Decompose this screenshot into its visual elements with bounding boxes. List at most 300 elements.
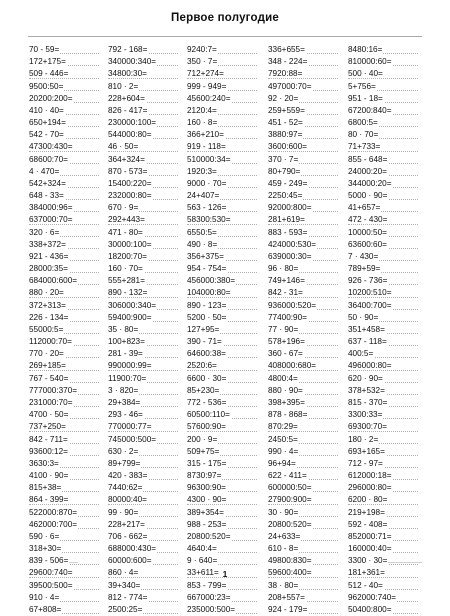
exercise-line xyxy=(108,519,188,531)
exercise-line xyxy=(268,166,348,178)
exercise-line xyxy=(29,360,109,372)
exercise-line xyxy=(348,202,428,214)
exercise-text: 350 · 7= xyxy=(187,57,218,67)
exercise-text: 366+210= xyxy=(187,130,224,140)
exercise-text: 712+274= xyxy=(187,69,224,79)
exercise-line xyxy=(29,56,109,68)
exercise-line xyxy=(29,227,109,239)
exercise-text: 684000:600= xyxy=(29,276,78,286)
exercise-text: 389+354= xyxy=(187,507,224,517)
exercise-line xyxy=(108,482,188,494)
exercise-line xyxy=(187,592,267,604)
exercise-line xyxy=(268,421,348,433)
exercise-text: 622 - 411= xyxy=(268,471,307,481)
exercise-line xyxy=(348,263,428,275)
exercise-line xyxy=(29,458,109,470)
exercise-line xyxy=(187,604,267,616)
exercise-line xyxy=(29,166,109,178)
exercise-text: 789+59= xyxy=(348,264,381,274)
exercise-line xyxy=(187,434,267,446)
exercise-text: 2250:45= xyxy=(268,191,303,201)
exercise-line xyxy=(29,251,109,263)
exercise-text: 281 - 39= xyxy=(108,349,143,359)
exercise-text: 398+395= xyxy=(268,397,305,407)
exercise-line xyxy=(108,202,188,214)
exercise-text: 235000:500= xyxy=(187,604,236,614)
exercise-text: 3630:3= xyxy=(29,458,59,468)
exercise-line xyxy=(268,56,348,68)
exercise-text: 688000:430= xyxy=(108,544,157,554)
exercise-text: 870:29= xyxy=(268,422,298,432)
exercise-line xyxy=(187,360,267,372)
exercise-text: 8730:97= xyxy=(187,471,222,481)
exercise-text: 842 - 711= xyxy=(29,434,68,444)
exercise-text: 637 - 118= xyxy=(348,337,387,347)
exercise-text: 351+458= xyxy=(348,324,385,334)
exercise-line xyxy=(29,275,109,287)
exercise-line xyxy=(29,531,109,543)
exercise-line xyxy=(29,397,109,409)
exercise-line xyxy=(268,178,348,190)
exercise-column-2 xyxy=(108,44,188,616)
exercise-line xyxy=(268,385,348,397)
exercise-text: 208+557= xyxy=(268,592,305,602)
exercise-line xyxy=(29,580,109,592)
exercise-line xyxy=(268,202,348,214)
exercise-text: 370 · 7= xyxy=(268,154,299,164)
exercise-text: 80 · 70= xyxy=(348,130,379,140)
exercise-text: 815 - 370= xyxy=(348,397,388,407)
exercise-text: 160 · 70= xyxy=(108,264,143,274)
exercise-line xyxy=(29,300,109,312)
exercise-line xyxy=(187,105,267,117)
exercise-text: 2520:6= xyxy=(187,361,217,371)
exercise-text: 20200:200= xyxy=(29,93,73,103)
exercise-line xyxy=(268,154,348,166)
exercise-text: 2450:5= xyxy=(268,434,298,444)
exercise-text: 67200:840= xyxy=(348,105,392,115)
exercise-text: 853 - 799= xyxy=(187,580,227,590)
exercise-line xyxy=(29,519,109,531)
exercise-text: 69300:70= xyxy=(348,422,387,432)
exercise-text: 77400:90= xyxy=(268,312,307,322)
exercise-line xyxy=(268,93,348,105)
exercise-text: 29600:740= xyxy=(29,568,73,578)
exercise-text: 954 - 754= xyxy=(187,264,227,274)
exercise-line xyxy=(187,470,267,482)
exercise-line xyxy=(348,68,428,80)
exercise-text: 38 · 80= xyxy=(268,580,299,590)
exercise-line xyxy=(348,178,428,190)
exercise-text: 306000:340= xyxy=(108,300,157,310)
exercise-text: 767 - 540= xyxy=(29,373,69,383)
exercise-line xyxy=(29,434,109,446)
exercise-text: 4700 · 50= xyxy=(29,410,69,420)
exercise-text: 85+230= xyxy=(187,385,220,395)
exercise-line xyxy=(348,105,428,117)
exercise-line xyxy=(348,519,428,531)
exercise-text: 228+217= xyxy=(108,519,145,529)
exercise-text: 424000:530= xyxy=(268,239,317,249)
exercise-line xyxy=(348,117,428,129)
exercise-text: 5+756= xyxy=(348,81,376,91)
exercise-text: 770 · 20= xyxy=(29,349,64,359)
exercise-line xyxy=(108,348,188,360)
exercise-text: 80000:40= xyxy=(108,495,147,505)
exercise-text: 777000:370= xyxy=(29,385,78,395)
exercise-text: 318+30= xyxy=(29,544,62,554)
exercise-text: 10000:50= xyxy=(348,227,387,237)
exercise-text: 356+375= xyxy=(187,251,224,261)
exercise-text: 50 · 90= xyxy=(348,312,379,322)
exercise-text: 878 - 868= xyxy=(268,410,308,420)
exercise-line xyxy=(348,141,428,153)
exercise-line xyxy=(348,470,428,482)
exercise-text: 34800:30= xyxy=(108,69,147,79)
exercise-grid xyxy=(29,44,429,614)
exercise-text: 228+604= xyxy=(108,93,145,103)
exercise-text: 826 - 417= xyxy=(108,105,148,115)
exercise-text: 58300:530= xyxy=(187,215,231,225)
exercise-text: 296000:80= xyxy=(348,483,392,493)
exercise-text: 3880:97= xyxy=(268,130,303,140)
exercise-text: 92000:800= xyxy=(268,203,312,213)
exercise-line xyxy=(348,166,428,178)
exercise-line xyxy=(268,68,348,80)
exercise-line xyxy=(29,81,109,93)
exercise-line xyxy=(348,251,428,263)
exercise-text: 745000:500= xyxy=(108,434,157,444)
exercise-line xyxy=(29,190,109,202)
exercise-text: 592 - 408= xyxy=(348,519,388,529)
exercise-line xyxy=(187,44,267,56)
exercise-line xyxy=(108,239,188,251)
exercise-text: 315 - 175= xyxy=(187,458,227,468)
exercise-line xyxy=(348,385,428,397)
exercise-text: 670 · 9= xyxy=(108,203,139,213)
exercise-line xyxy=(108,421,188,433)
exercise-text: 24+407= xyxy=(187,191,220,201)
exercise-text: 378+532= xyxy=(348,385,385,395)
exercise-line xyxy=(29,154,109,166)
exercise-text: 7440:62= xyxy=(108,483,143,493)
exercise-line xyxy=(187,531,267,543)
exercise-line xyxy=(108,592,188,604)
exercise-line xyxy=(108,178,188,190)
exercise-text: 60500:110= xyxy=(187,410,230,420)
exercise-text: 459 - 249= xyxy=(268,178,308,188)
exercise-text: 320 · 6= xyxy=(29,227,60,237)
exercise-text: 921 - 436= xyxy=(29,251,69,261)
exercise-column-3 xyxy=(187,44,267,616)
exercise-line xyxy=(108,446,188,458)
exercise-line xyxy=(348,93,428,105)
exercise-text: 47300:430= xyxy=(29,142,73,152)
exercise-text: 772 - 536= xyxy=(187,397,227,407)
exercise-text: 522000:870= xyxy=(29,507,78,517)
exercise-line xyxy=(268,44,348,56)
exercise-line xyxy=(108,166,188,178)
exercise-line xyxy=(268,604,348,616)
exercise-line xyxy=(29,141,109,153)
exercise-line xyxy=(29,409,109,421)
exercise-text: 512 - 40= xyxy=(348,580,383,590)
exercise-text: 55000:5= xyxy=(29,324,64,334)
exercise-line xyxy=(108,555,188,567)
exercise-line xyxy=(268,324,348,336)
exercise-text: 230000:100= xyxy=(108,118,157,128)
exercise-line xyxy=(268,336,348,348)
exercise-line xyxy=(187,239,267,251)
exercise-line xyxy=(108,336,188,348)
exercise-line xyxy=(108,251,188,263)
exercise-line xyxy=(268,141,348,153)
exercise-line xyxy=(268,117,348,129)
exercise-text: 497000:70= xyxy=(268,81,312,91)
exercise-text: 860 · 4= xyxy=(108,568,139,578)
exercise-line xyxy=(348,214,428,226)
exercise-line xyxy=(268,470,348,482)
exercise-line xyxy=(108,105,188,117)
exercise-line xyxy=(348,421,428,433)
exercise-line xyxy=(187,141,267,153)
exercise-line xyxy=(108,93,188,105)
exercise-line xyxy=(268,555,348,567)
exercise-line xyxy=(29,287,109,299)
exercise-text: 344000:20= xyxy=(348,178,392,188)
exercise-line xyxy=(348,494,428,506)
exercise-text: 28000:35= xyxy=(29,264,68,274)
exercise-text: 3600:600= xyxy=(268,142,307,152)
exercise-line xyxy=(187,336,267,348)
exercise-text: 64600:38= xyxy=(187,349,226,359)
exercise-line xyxy=(187,202,267,214)
exercise-line xyxy=(348,287,428,299)
exercise-text: 880 · 20= xyxy=(29,288,64,298)
exercise-line xyxy=(187,458,267,470)
exercise-text: 563 - 126= xyxy=(187,203,227,213)
exercise-text: 693+165= xyxy=(348,446,385,456)
exercise-text: 4100 · 90= xyxy=(29,471,69,481)
exercise-text: 951 - 18= xyxy=(348,93,383,103)
exercise-line xyxy=(187,166,267,178)
exercise-text: 706 - 662= xyxy=(108,531,148,541)
exercise-text: 400:5= xyxy=(348,349,374,359)
exercise-line xyxy=(268,592,348,604)
exercise-text: 24000:20= xyxy=(348,166,387,176)
exercise-line xyxy=(108,227,188,239)
exercise-text: 63600:60= xyxy=(348,239,387,249)
exercise-line xyxy=(268,519,348,531)
exercise-line xyxy=(187,300,267,312)
exercise-text: 11900:70= xyxy=(108,373,147,383)
exercise-line xyxy=(29,129,109,141)
exercise-line xyxy=(29,336,109,348)
exercise-text: 962000:740= xyxy=(348,592,397,602)
exercise-line xyxy=(268,446,348,458)
exercise-line xyxy=(348,360,428,372)
exercise-line xyxy=(268,458,348,470)
exercise-line xyxy=(187,154,267,166)
exercise-line xyxy=(187,543,267,555)
exercise-text: 792 - 168= xyxy=(108,45,148,54)
exercise-line xyxy=(268,507,348,519)
exercise-text: 3300:33= xyxy=(348,410,383,420)
exercise-text: 80+790= xyxy=(268,166,301,176)
exercise-line xyxy=(29,214,109,226)
exercise-line xyxy=(29,470,109,482)
exercise-line xyxy=(268,482,348,494)
exercise-line xyxy=(268,105,348,117)
exercise-text: 15400:220= xyxy=(108,178,152,188)
exercise-text: 864 - 399= xyxy=(29,495,69,505)
exercise-line xyxy=(29,263,109,275)
exercise-text: 127+95= xyxy=(187,324,220,334)
exercise-line xyxy=(348,81,428,93)
exercise-line xyxy=(268,300,348,312)
exercise-line xyxy=(29,117,109,129)
exercise-text: 6600 · 30= xyxy=(187,373,227,383)
exercise-line xyxy=(187,312,267,324)
exercise-line xyxy=(108,263,188,275)
exercise-text: 219+198= xyxy=(348,507,385,517)
exercise-text: 259+559= xyxy=(268,105,305,115)
exercise-text: 542 - 70= xyxy=(29,130,64,140)
exercise-text: 50400:800= xyxy=(348,604,392,614)
exercise-text: 810000:60= xyxy=(348,57,392,67)
exercise-text: 639000:30= xyxy=(268,251,312,261)
exercise-text: 880 · 90= xyxy=(268,385,303,395)
exercise-text: 96300:90= xyxy=(187,483,226,493)
exercise-text: 46 · 50= xyxy=(108,142,139,152)
exercise-text: 200 · 9= xyxy=(187,434,218,444)
exercise-text: 41+657= xyxy=(348,203,381,213)
exercise-line xyxy=(348,300,428,312)
page-title: Первое полугодие xyxy=(171,12,279,24)
exercise-text: 27900:900= xyxy=(268,495,312,505)
exercise-line xyxy=(348,154,428,166)
exercise-text: 360 - 67= xyxy=(268,349,303,359)
exercise-text: 5000 · 90= xyxy=(348,191,388,201)
exercise-line xyxy=(108,470,188,482)
exercise-line xyxy=(108,287,188,299)
exercise-line xyxy=(348,129,428,141)
exercise-line xyxy=(108,300,188,312)
exercise-line xyxy=(29,494,109,506)
exercise-text: 281+619= xyxy=(268,215,305,225)
exercise-text: 883 - 593= xyxy=(268,227,308,237)
exercise-text: 160000:40= xyxy=(348,544,392,554)
exercise-line xyxy=(29,421,109,433)
exercise-text: 810 · 2= xyxy=(108,81,139,91)
exercise-line xyxy=(187,81,267,93)
exercise-text: 9000 · 70= xyxy=(187,178,227,188)
exercise-line xyxy=(268,397,348,409)
exercise-text: 96+94= xyxy=(268,458,296,468)
exercise-text: 936000:520= xyxy=(268,300,317,310)
exercise-line xyxy=(187,324,267,336)
exercise-text: 812 - 774= xyxy=(108,592,148,602)
exercise-text: 770000:77= xyxy=(108,422,152,432)
exercise-text: 910 · 4= xyxy=(29,592,60,602)
exercise-text: 9240:7= xyxy=(187,45,217,54)
exercise-line xyxy=(108,81,188,93)
exercise-line xyxy=(268,287,348,299)
exercise-text: 30000:100= xyxy=(108,239,152,249)
exercise-text: 96 · 80= xyxy=(268,264,299,274)
exercise-line xyxy=(29,482,109,494)
exercise-text: 990 · 4= xyxy=(268,446,299,456)
exercise-line xyxy=(348,324,428,336)
exercise-text: 926 - 736= xyxy=(348,276,388,286)
exercise-text: 815+38= xyxy=(29,483,62,493)
exercise-text: 59400:900= xyxy=(108,312,152,322)
exercise-line xyxy=(108,507,188,519)
exercise-text: 77 · 90= xyxy=(268,324,299,334)
exercise-line xyxy=(268,81,348,93)
exercise-line xyxy=(108,324,188,336)
exercise-text: 39+340= xyxy=(108,580,141,590)
exercise-line xyxy=(348,312,428,324)
exercise-text: 29+384= xyxy=(108,397,141,407)
exercise-text: 408000:680= xyxy=(268,361,317,371)
exercise-text: 7 · 430= xyxy=(348,251,379,261)
exercise-line xyxy=(268,580,348,592)
exercise-text: 472 - 430= xyxy=(348,215,388,225)
exercise-line xyxy=(348,531,428,543)
exercise-text: 3 · 820= xyxy=(108,385,139,395)
exercise-line xyxy=(187,494,267,506)
exercise-text: 620 · 90= xyxy=(348,373,383,383)
exercise-text: 855 - 648= xyxy=(348,154,388,164)
exercise-line xyxy=(348,482,428,494)
exercise-text: 612000:18= xyxy=(348,471,392,481)
exercise-text: 70 - 59= xyxy=(29,45,60,54)
exercise-text: 364+324= xyxy=(108,154,145,164)
exercise-text: 462000:700= xyxy=(29,519,78,529)
exercise-line xyxy=(187,421,267,433)
exercise-text: 471 - 80= xyxy=(108,227,143,237)
exercise-text: 33+611= xyxy=(187,568,219,578)
exercise-line xyxy=(108,117,188,129)
exercise-line xyxy=(348,507,428,519)
exercise-text: 39500:500= xyxy=(29,580,73,590)
exercise-text: 509 - 446= xyxy=(29,69,69,79)
exercise-text: 988 - 253= xyxy=(187,519,227,529)
exercise-text: 20800:520= xyxy=(187,531,231,541)
exercise-text: 384000:96= xyxy=(29,203,73,213)
exercise-text: 4 · 470= xyxy=(29,166,60,176)
exercise-text: 6550:5= xyxy=(187,227,217,237)
exercise-text: 36400:700= xyxy=(348,300,392,310)
exercise-line xyxy=(29,507,109,519)
exercise-line xyxy=(187,227,267,239)
exercise-text: 4300 · 90= xyxy=(187,495,227,505)
exercise-line xyxy=(187,446,267,458)
exercise-line xyxy=(268,227,348,239)
exercise-line xyxy=(29,385,109,397)
exercise-line xyxy=(268,312,348,324)
exercise-line xyxy=(187,519,267,531)
exercise-text: 600000:50= xyxy=(268,483,312,493)
exercise-column-1 xyxy=(29,44,109,616)
exercise-line xyxy=(268,434,348,446)
exercise-text: 990000:99= xyxy=(108,361,152,371)
exercise-text: 578+196= xyxy=(268,337,305,347)
exercise-text: 839 - 506= xyxy=(29,556,69,566)
exercise-line xyxy=(348,604,428,616)
exercise-line xyxy=(187,580,267,592)
